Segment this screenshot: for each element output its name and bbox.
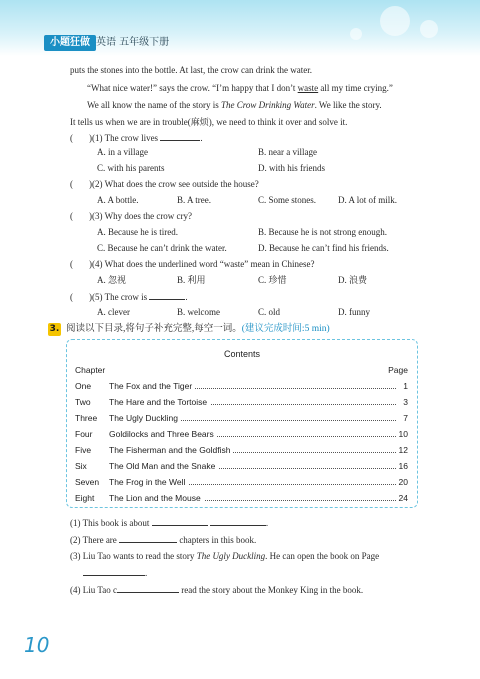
fill-question-1 (70, 516, 268, 529)
question-5 (70, 290, 188, 303)
option-a: A. A bottle. (97, 195, 139, 205)
question-4 (70, 258, 315, 270)
fill-question-3-continued (83, 566, 147, 579)
answer-blank[interactable] (152, 516, 208, 526)
option-b: B. 利用 (177, 275, 206, 285)
question-stem: (3) Why does the crow cry? (92, 211, 193, 221)
toc-page-number: 1 (403, 381, 408, 391)
story-title: The Crow Drinking Water (221, 100, 315, 110)
option-b: B. welcome (177, 307, 220, 317)
question-text: (3) Liu Tao wants to read the story (70, 551, 197, 561)
toc-chapter-title: Goldilocks and Three Bears (109, 429, 217, 439)
question-3 (70, 210, 192, 222)
toc-chapter-number: Six (75, 461, 87, 471)
answer-paren-close: ) (89, 179, 92, 189)
table-of-contents (66, 339, 418, 508)
option-a: A. in a village (97, 147, 148, 157)
option-c: C. Because he can’t drink the water. (97, 243, 227, 253)
header-banner (0, 0, 480, 56)
answer-blank[interactable] (119, 533, 177, 543)
section-instruction (66, 323, 330, 336)
answer-blank[interactable] (160, 131, 203, 143)
answer-paren-close: ) (89, 259, 92, 269)
toc-chapter-number: Four (75, 429, 93, 439)
toc-page-header: Page (388, 365, 408, 375)
option-c: C. with his parents (97, 163, 165, 173)
toc-row (75, 445, 408, 457)
suggested-time: (建议完成时间:5 min) (241, 324, 330, 334)
story-paragraph-1: puts the stones into the bottle. At last, the crow can drink the water. (70, 65, 312, 75)
toc-page-number: 7 (403, 413, 408, 423)
story-text: all my time crying.” (318, 83, 393, 93)
question-2 (70, 178, 259, 190)
toc-chapter-title: The Old Man and the Snake (109, 461, 218, 471)
question-text: (2) There are (70, 535, 117, 545)
option-d: D. with his friends (258, 163, 325, 173)
option-d: D. 浪费 (338, 275, 367, 285)
toc-row (75, 429, 408, 441)
page-number: 10 (24, 633, 50, 657)
toc-page-number: 16 (398, 461, 408, 471)
underlined-word: waste (297, 83, 319, 93)
story-text: We all know the name of the story is (87, 100, 221, 110)
option-d: D. A lot of milk. (338, 195, 398, 205)
option-b: B. A tree. (177, 195, 211, 205)
question-tail: . (185, 292, 188, 302)
option-b: B. near a village (258, 147, 317, 157)
toc-chapter-number: Five (75, 445, 92, 455)
toc-chapter-title: The Fox and the Tiger (109, 381, 195, 391)
answer-paren-open: ( (70, 179, 73, 189)
option-d: D. Because he can’t find his friends. (258, 243, 389, 253)
question-text: chapters in this book. (179, 535, 257, 545)
toc-chapter-title: The Fisherman and the Goldfish (109, 445, 233, 455)
answer-paren-close: ) (89, 211, 92, 221)
toc-row (75, 493, 408, 505)
story-text: . We like the story. (314, 100, 382, 110)
option-c: C. 珍惜 (258, 275, 287, 285)
series-badge: 小题狂做 (44, 35, 96, 51)
answer-paren-close: ) (89, 292, 92, 302)
toc-chapter-title: The Hare and the Tortoise (109, 397, 210, 407)
toc-row (75, 381, 408, 393)
question-stem: (4) What does the underlined word “waste” mean in Chinese? (92, 259, 315, 269)
option-b: B. Because he is not strong enough. (258, 227, 387, 237)
fill-question-2 (70, 533, 256, 546)
toc-chapter-title: The Ugly Duckling (109, 413, 181, 423)
toc-row (75, 461, 408, 473)
toc-page-number: 12 (398, 445, 408, 455)
answer-paren-open: ( (70, 259, 73, 269)
question-text: (4) Liu Tao c (70, 585, 117, 595)
question-stem: (5) The crow is (92, 292, 148, 302)
option-c: C. Some stones. (258, 195, 317, 205)
decor-bubble (380, 6, 410, 36)
toc-chapter-title: The Frog in the Well (109, 477, 188, 487)
question-tail: . (200, 133, 203, 143)
toc-chapter-number: Seven (75, 477, 100, 487)
option-a: A. Because he is tired. (97, 227, 178, 237)
question-tail: . (265, 518, 269, 528)
answer-blank[interactable] (83, 566, 148, 578)
toc-page-number: 10 (398, 429, 408, 439)
question-stem: (1) The crow lives (92, 133, 159, 143)
section-number-badge: 3. (49, 324, 60, 334)
answer-blank[interactable] (117, 583, 179, 593)
question-text: read the story about the Monkey King in the book. (181, 585, 364, 595)
toc-row (75, 413, 408, 425)
story-paragraph-2 (87, 82, 393, 94)
instruction-text: 阅读以下目录,将句子补充完整,每空一词。 (66, 324, 242, 334)
toc-row (75, 397, 408, 409)
option-a: A. 忽视 (97, 275, 126, 285)
toc-chapter-number: One (75, 381, 92, 391)
toc-title: Contents (223, 349, 261, 359)
answer-paren-close: ) (89, 133, 92, 143)
toc-page-number: 24 (398, 493, 408, 503)
toc-chapter-number: Eight (75, 493, 95, 503)
story-paragraph-3 (87, 99, 382, 111)
question-text: . He can open the book on Page (265, 551, 380, 561)
answer-paren-open: ( (70, 292, 73, 302)
toc-page-number: 3 (403, 397, 408, 407)
fill-question-3 (70, 550, 379, 562)
toc-chapter-number: Three (75, 413, 98, 423)
answer-paren-open: ( (70, 133, 73, 143)
story-title: The Ugly Duckling (196, 551, 266, 561)
option-c: C. old (258, 307, 281, 317)
story-text: “What nice water!” says the crow. “I’m happy that I don’t (87, 83, 298, 93)
question-tail: . (145, 568, 148, 578)
toc-page-number: 20 (398, 477, 408, 487)
question-1 (70, 131, 203, 144)
option-a: A. clever (97, 307, 130, 317)
toc-row (75, 477, 408, 489)
question-text: (1) This book is about (70, 518, 150, 528)
question-stem: (2) What does the crow see outside the house? (92, 179, 259, 189)
decor-bubble (420, 20, 438, 38)
subject-label: 英语 五年级下册 (96, 37, 170, 48)
decor-bubble (350, 28, 362, 40)
fill-question-4 (70, 583, 363, 596)
option-d: D. funny (338, 307, 370, 317)
answer-blank[interactable] (210, 516, 269, 528)
toc-chapter-title: The Lion and the Mouse (109, 493, 204, 503)
toc-chapter-number: Two (75, 397, 91, 407)
story-paragraph-4: It tells us when we are in trouble(麻烦), we need to think it over and solve it. (70, 117, 348, 127)
answer-blank[interactable] (149, 290, 188, 302)
toc-chapter-header: Chapter (75, 365, 106, 375)
answer-paren-open: ( (70, 211, 73, 221)
